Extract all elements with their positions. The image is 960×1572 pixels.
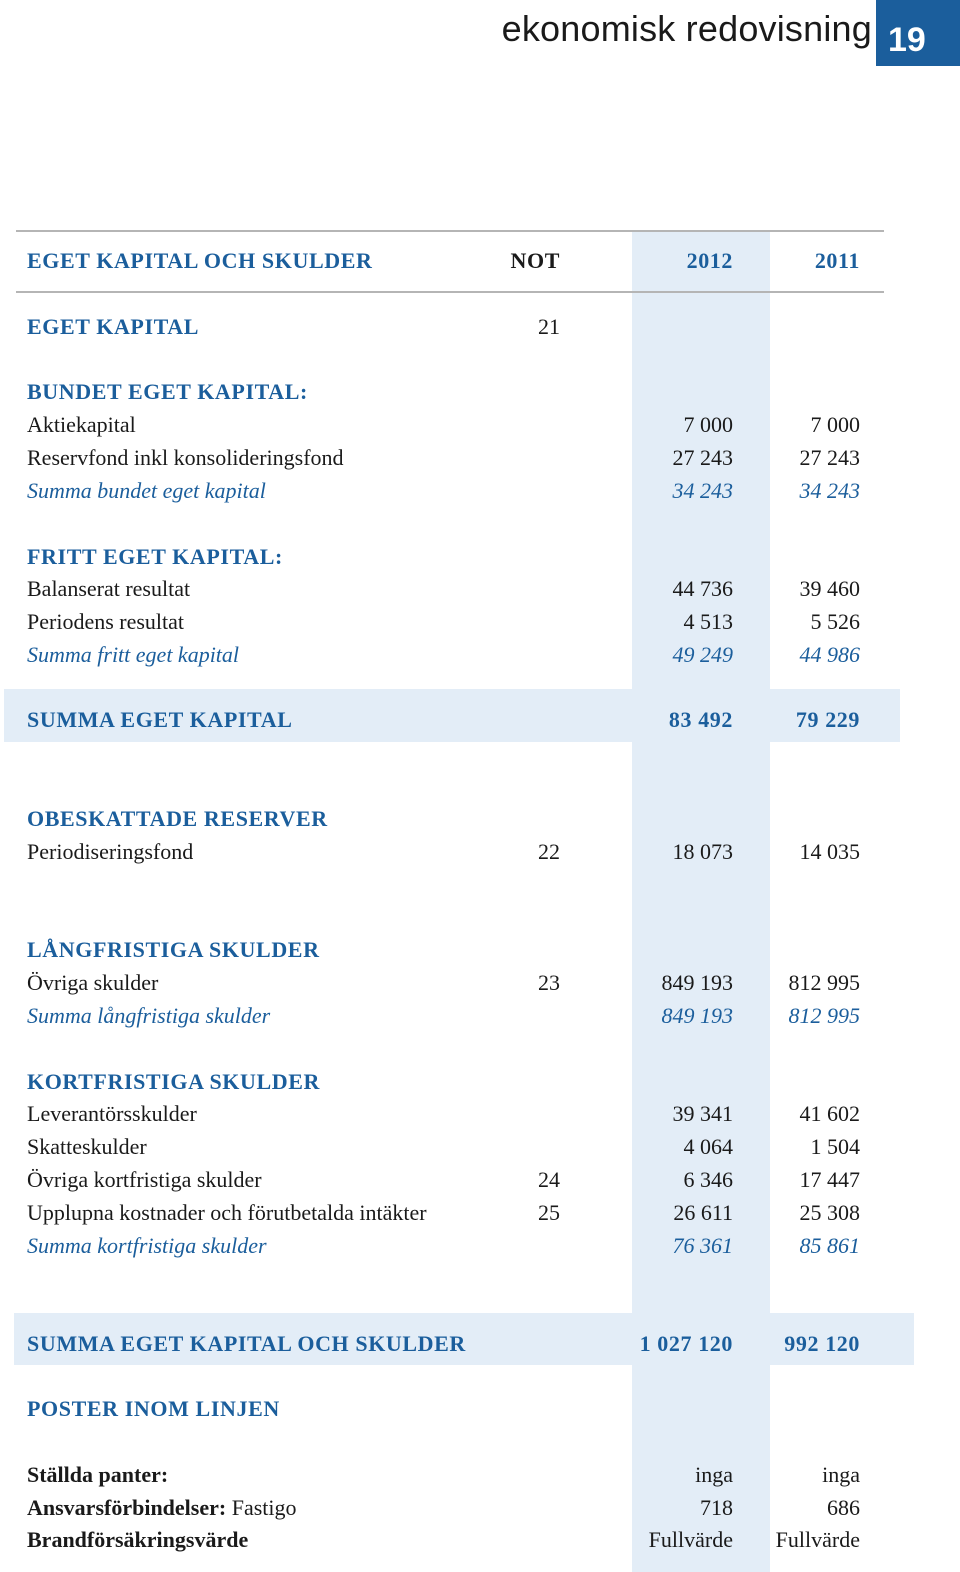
row-value-2011: 17 447	[799, 1167, 860, 1192]
table-header-rule	[16, 291, 884, 293]
row-label: Reservfond inkl konsolideringsfond	[27, 445, 344, 470]
section-title: ekonomisk redovisning	[501, 8, 872, 49]
table-row	[0, 1523, 960, 1556]
section-heading-row	[0, 802, 960, 835]
row-label: Skatteskulder	[27, 1134, 147, 1159]
row-value-2012: 849 193	[661, 1003, 733, 1028]
row-label: Summa bundet eget kapital	[27, 478, 266, 503]
row-label: Ansvarsförbindelser:	[27, 1495, 227, 1520]
row-label: Periodiseringsfond	[27, 839, 194, 864]
table-heading: EGET KAPITAL OCH SKULDER	[27, 248, 373, 273]
row-label-suffix: Fastigo	[226, 1495, 297, 1520]
table-row	[0, 1491, 960, 1524]
page-number: 19	[888, 21, 926, 59]
row-label: POSTER INOM LINJEN	[27, 1396, 280, 1421]
row-value-2012: 6 346	[683, 1167, 733, 1192]
row-value-2011: 1 504	[810, 1134, 860, 1159]
row-label: Övriga skulder	[27, 970, 159, 995]
row-note: 22	[538, 839, 560, 864]
row-label: SUMMA EGET KAPITAL	[27, 707, 293, 732]
table-row	[0, 1163, 960, 1196]
row-value-2011: 7 000	[810, 412, 860, 437]
section-heading-row	[0, 933, 960, 966]
row-label: EGET KAPITAL	[27, 314, 200, 339]
subtotal-row	[0, 474, 960, 507]
page-number-badge	[876, 0, 960, 66]
column-header-2012: 2012	[686, 248, 733, 273]
row-label: Övriga kortfristiga skulder	[27, 1167, 262, 1192]
row-value-2011: 686	[827, 1495, 860, 1520]
table-row	[0, 1196, 960, 1229]
row-label: Upplupna kostnader och förutbetalda intäkter	[27, 1200, 427, 1225]
row-note: 21	[538, 314, 560, 339]
table-row	[0, 605, 960, 638]
grand-total-row	[0, 1327, 960, 1360]
row-label: FRITT EGET KAPITAL:	[27, 544, 283, 569]
row-value-2012: 34 243	[672, 478, 733, 503]
row-label: OBESKATTADE RESERVER	[27, 806, 328, 831]
table-row	[0, 966, 960, 999]
table-row	[0, 1130, 960, 1163]
row-label: Summa kortfristiga skulder	[27, 1233, 267, 1258]
row-value-2012: 49 249	[672, 642, 733, 667]
row-value-2012: 718	[700, 1495, 733, 1520]
row-value-2011: 85 861	[799, 1233, 860, 1258]
table-row	[0, 441, 960, 474]
row-value-2011: 14 035	[799, 839, 860, 864]
row-label: KORTFRISTIGA SKULDER	[27, 1069, 321, 1094]
row-label: Leverantörsskulder	[27, 1101, 197, 1126]
row-value-2011: 79 229	[795, 707, 860, 732]
row-value-2011: 812 995	[788, 970, 860, 995]
row-value-2012: 4 064	[683, 1134, 733, 1159]
row-label: BUNDET EGET KAPITAL:	[27, 379, 308, 404]
subtotal-row	[0, 999, 960, 1032]
row-label-group	[27, 1523, 248, 1556]
row-value-2011: 27 243	[799, 445, 860, 470]
table-top-rule	[16, 230, 884, 232]
row-note: 24	[538, 1167, 560, 1192]
column-header-not: NOT	[510, 248, 560, 273]
row-label: Ställda panter:	[27, 1462, 169, 1487]
subtotal-row	[0, 1229, 960, 1262]
row-label-group	[27, 1491, 297, 1524]
section-heading-row	[0, 310, 960, 343]
row-label: Brandförsäkringsvärde	[27, 1527, 249, 1552]
table-row	[0, 835, 960, 868]
row-value-2012: 39 341	[672, 1101, 733, 1126]
row-value-2011: 5 526	[810, 609, 860, 634]
column-header-2011: 2011	[814, 248, 860, 273]
row-value-2012: inga	[695, 1462, 733, 1487]
row-value-2012: 44 736	[672, 576, 733, 601]
row-value-2012: 4 513	[683, 609, 733, 634]
row-value-2012: 26 611	[673, 1200, 733, 1225]
row-value-2011: 44 986	[799, 642, 860, 667]
section-heading-row	[0, 1392, 960, 1425]
row-note: 23	[538, 970, 560, 995]
row-value-2011: 39 460	[799, 576, 860, 601]
row-label: Aktiekapital	[27, 412, 136, 437]
section-heading-row	[0, 375, 960, 408]
row-label: Balanserat resultat	[27, 576, 191, 601]
row-value-2012: Fullvärde	[648, 1527, 733, 1552]
row-label: LÅNGFRISTIGA SKULDER	[27, 937, 320, 962]
row-note: 25	[538, 1200, 560, 1225]
row-value-2011: 25 308	[799, 1200, 860, 1225]
table-row	[0, 408, 960, 441]
row-value-2011: Fullvärde	[775, 1527, 860, 1552]
section-heading-row	[0, 540, 960, 573]
row-value-2011: inga	[822, 1462, 860, 1487]
table-row	[0, 1458, 960, 1491]
row-value-2012: 1 027 120	[639, 1331, 733, 1356]
section-heading-row	[0, 1065, 960, 1098]
row-label: Summa fritt eget kapital	[27, 642, 240, 667]
row-value-2012: 849 193	[661, 970, 733, 995]
row-label-group	[27, 1458, 168, 1491]
subtotal-row	[0, 638, 960, 671]
total-row	[0, 703, 960, 736]
table-header-row	[0, 244, 960, 277]
row-label: Periodens resultat	[27, 609, 185, 634]
table-row	[0, 572, 960, 605]
row-value-2012: 7 000	[683, 412, 733, 437]
row-value-2011: 41 602	[799, 1101, 860, 1126]
row-value-2012: 18 073	[672, 839, 733, 864]
row-value-2012: 83 492	[668, 707, 733, 732]
table-row	[0, 1097, 960, 1130]
row-value-2011: 812 995	[788, 1003, 860, 1028]
row-value-2012: 27 243	[672, 445, 733, 470]
row-value-2011: 34 243	[799, 478, 860, 503]
row-value-2012: 76 361	[672, 1233, 733, 1258]
row-value-2011: 992 120	[784, 1331, 860, 1356]
row-label: SUMMA EGET KAPITAL OCH SKULDER	[27, 1331, 466, 1356]
row-label: Summa långfristiga skulder	[27, 1003, 271, 1028]
